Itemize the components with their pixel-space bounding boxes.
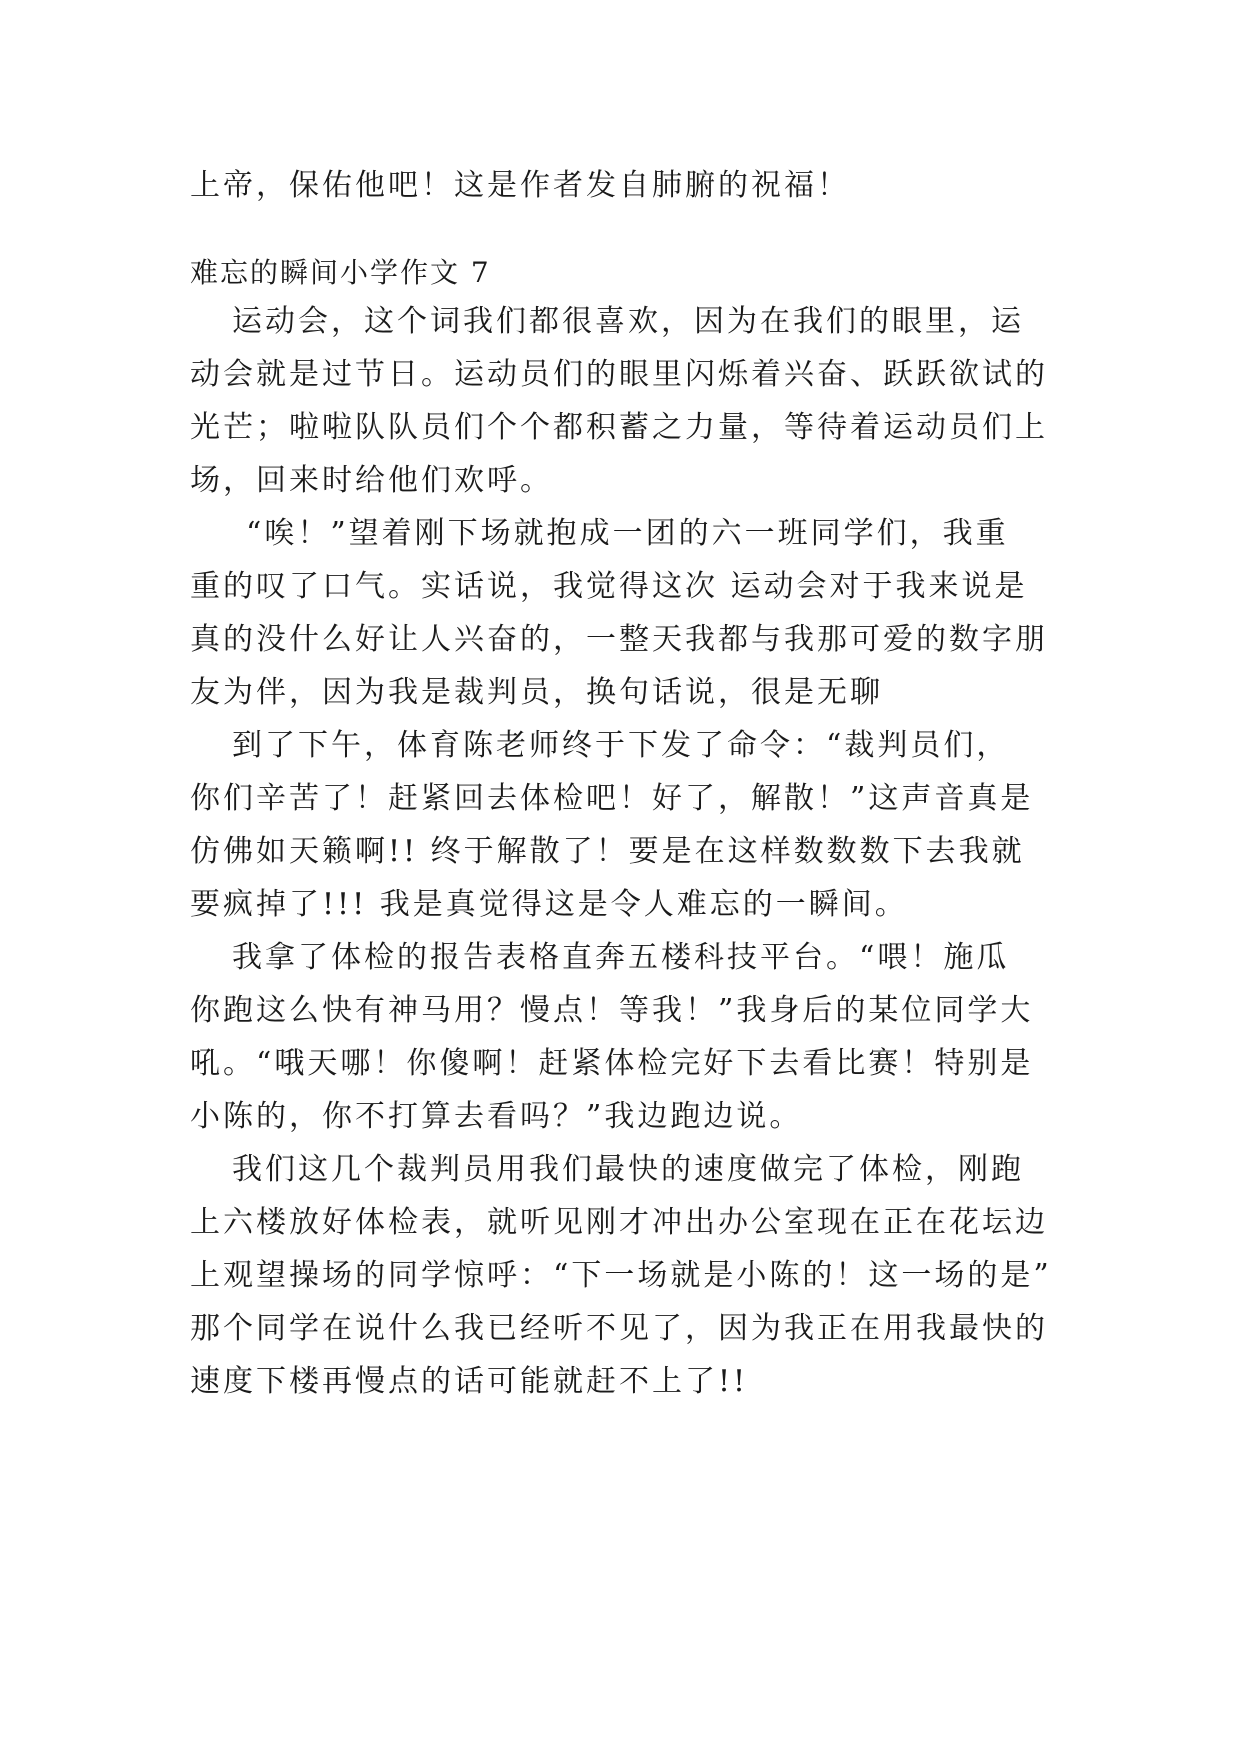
paragraph-line: 到了下午，体育陈老师终于下发了命令：“裁判员们， (232, 728, 1010, 763)
paragraph-line: 要疯掉了!!! 我是真觉得这是令人难忘的一瞬间。 (190, 887, 908, 922)
paragraph-line: 上六楼放好体检表，就听见刚才冲出办公室现在正在花坛边 (190, 1205, 1048, 1240)
paragraph-line: 运动会，这个词我们都很喜欢，因为在我们的眼里，运 (232, 304, 1024, 339)
paragraph-line: 吼。“哦天哪！你傻啊！赶紧体检完好下去看比赛！特别是 (190, 1046, 1034, 1081)
paragraph-line: 重的叹了口气。实话说，我觉得这次 运动会对于我来说是 (190, 569, 1028, 604)
paragraph-line: 仿佛如天籁啊!! 终于解散了！要是在这样数数数下去我就 (190, 834, 1025, 869)
paragraph-line: “唉！”望着刚下场就抱成一团的六一班同学们，我重 (246, 516, 1009, 551)
paragraph-line: 我拿了体检的报告表格直奔五楼科技平台。“喂！施瓜 (232, 940, 1010, 975)
paragraph-line: 动会就是过节日。运动员们的眼里闪烁着兴奋、跃跃欲试的 (190, 357, 1048, 392)
intro-line: 上帝，保佑他吧！这是作者发自肺腑的祝福！ (190, 168, 850, 203)
paragraph-line: 光芒；啦啦队队员们个个都积蓄之力量，等待着运动员们上 (190, 410, 1048, 445)
paragraph-line: 小陈的，你不打算去看吗？”我边跑边说。 (190, 1099, 803, 1134)
paragraph-line: 我们这几个裁判员用我们最快的速度做完了体检，刚跑 (232, 1152, 1024, 1187)
paragraph-line: 你们辛苦了！赶紧回去体检吧！好了，解散！”这声音真是 (190, 781, 1034, 816)
paragraph-line: 真的没什么好让人兴奋的，一整天我都与我那可爱的数字朋 (190, 622, 1048, 657)
paragraph-line: 上观望操场的同学惊呼：“下一场就是小陈的！这一场的是” (190, 1258, 1052, 1293)
paragraph-line: 那个同学在说什么我已经听不见了，因为我正在用我最快的 (190, 1311, 1048, 1346)
paragraph-line: 友为伴，因为我是裁判员，换句话说，很是无聊 (190, 675, 883, 710)
section-title: 难忘的瞬间小学作文 7 (190, 256, 491, 289)
paragraph-line: 场，回来时给他们欢呼。 (190, 463, 553, 498)
paragraph-line: 你跑这么快有神马用？慢点！等我！”我身后的某位同学大 (190, 993, 1034, 1028)
paragraph-line: 速度下楼再慢点的话可能就赶不上了!! (190, 1364, 749, 1399)
